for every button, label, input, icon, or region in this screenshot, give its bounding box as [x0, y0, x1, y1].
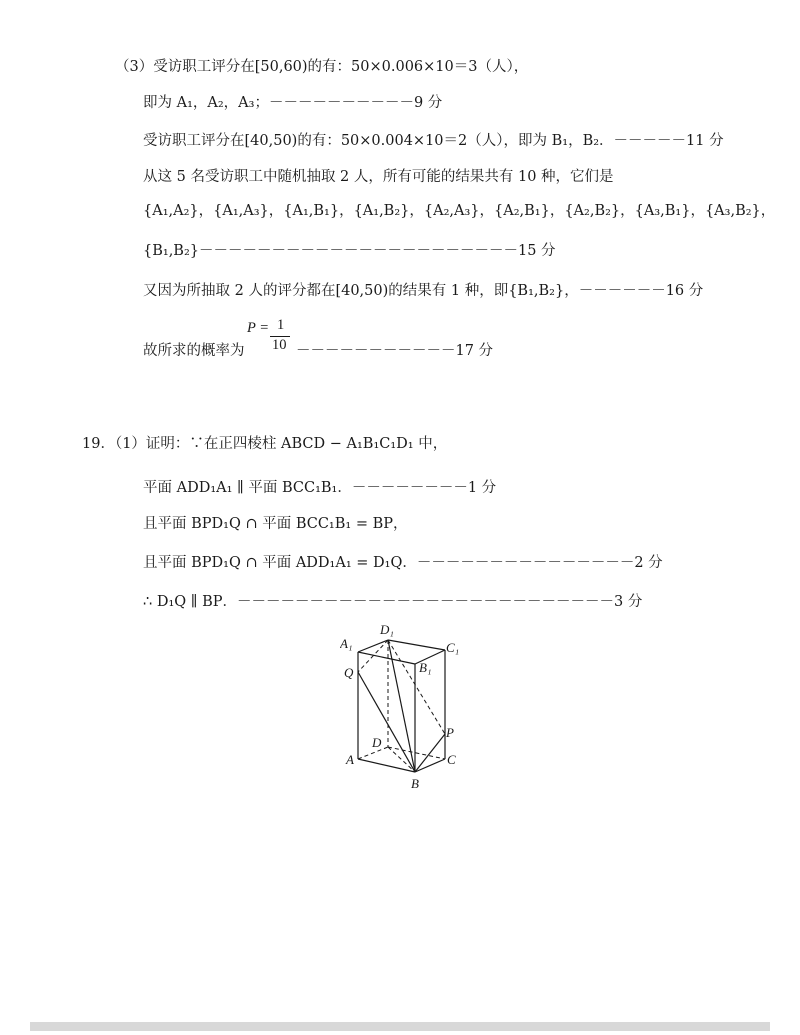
q19-line-1: 19．（1）证明：∵在正四棱柱 ABCD − A₁B₁C₁D₁ 中，	[82, 436, 448, 452]
label-b1: B₁	[419, 660, 432, 675]
part3-line-3: 受访职工评分在[40,50)的有：50×0.004×10＝2（人），即为 B₁，B₂．－－－－－11 分	[143, 133, 724, 149]
q19-line-4: 且平面 BPD₁Q ∩ 平面 ADD₁A₁ = D₁Q．－－－－－－－－－－－－－－－2 分	[143, 555, 663, 571]
hidden-edge-d-c	[388, 747, 445, 759]
label-d: D	[372, 735, 382, 750]
q19-line-5: ∴ D₁Q ∥ BP．－－－－－－－－－－－－－－－－－－－－－－－－－－3 分	[143, 594, 643, 610]
part3-line-7: 又因为所抽取 2 人的评分都在[40,50)的结果有 1 种，即{B₁,B₂}，－－－－－－16 分	[143, 283, 704, 299]
part3-line-6: {B₁,B₂}－－－－－－－－－－－－－－－－－－－－－－15 分	[143, 243, 556, 259]
part3-line-8-text: 故所求的概率为	[143, 343, 245, 359]
part3-line-5: {A₁,A₂}，{A₁,A₃}，{A₁,B₁}，{A₁,B₂}，{A₂,A₃}，{A₂,B₁}，{A₂,B₂}，{A₃,B₁}，{A₃,B₂}，	[143, 203, 776, 219]
label-q: Q	[344, 665, 354, 680]
fraction-denominator: 10	[272, 337, 287, 353]
edge-a1-d1	[358, 640, 388, 652]
label-c: C	[447, 752, 456, 767]
fraction-numerator: 1	[277, 317, 285, 333]
label-c1: C₁	[446, 640, 460, 655]
probability-formula: P =	[247, 320, 270, 336]
part3-line-4: 从这 5 名受访职工中随机抽取 2 人，所有可能的结果共有 10 种，它们是	[143, 169, 614, 185]
edge-q-b	[358, 672, 415, 772]
label-p: P	[446, 725, 454, 740]
label-d1: D₁	[380, 622, 394, 637]
page-footer-bar	[30, 1022, 770, 1031]
label-a1: A₁	[340, 636, 353, 651]
q19-line-2: 平面 ADD₁A₁ ∥ 平面 BCC₁B₁．－－－－－－－－1 分	[143, 480, 497, 496]
label-b: B	[411, 776, 419, 791]
part3-line-2: 即为 A₁，A₂，A₃；－－－－－－－－－－9 分	[143, 95, 443, 111]
prism-figure	[340, 622, 470, 792]
q19-line-3: 且平面 BPD₁Q ∩ 平面 BCC₁B₁ = BP，	[143, 516, 408, 532]
edge-d1-c1	[388, 640, 445, 650]
label-a: A	[346, 752, 354, 767]
part3-line-1: （3）受访职工评分在[50,60)的有：50×0.006×10＝3（人），	[115, 59, 529, 75]
part3-line-8-tail: －－－－－－－－－－－17 分	[296, 343, 494, 359]
hidden-edge-d1-q	[358, 640, 388, 672]
edge-a-b	[358, 759, 415, 772]
edge-b-p	[415, 734, 445, 772]
